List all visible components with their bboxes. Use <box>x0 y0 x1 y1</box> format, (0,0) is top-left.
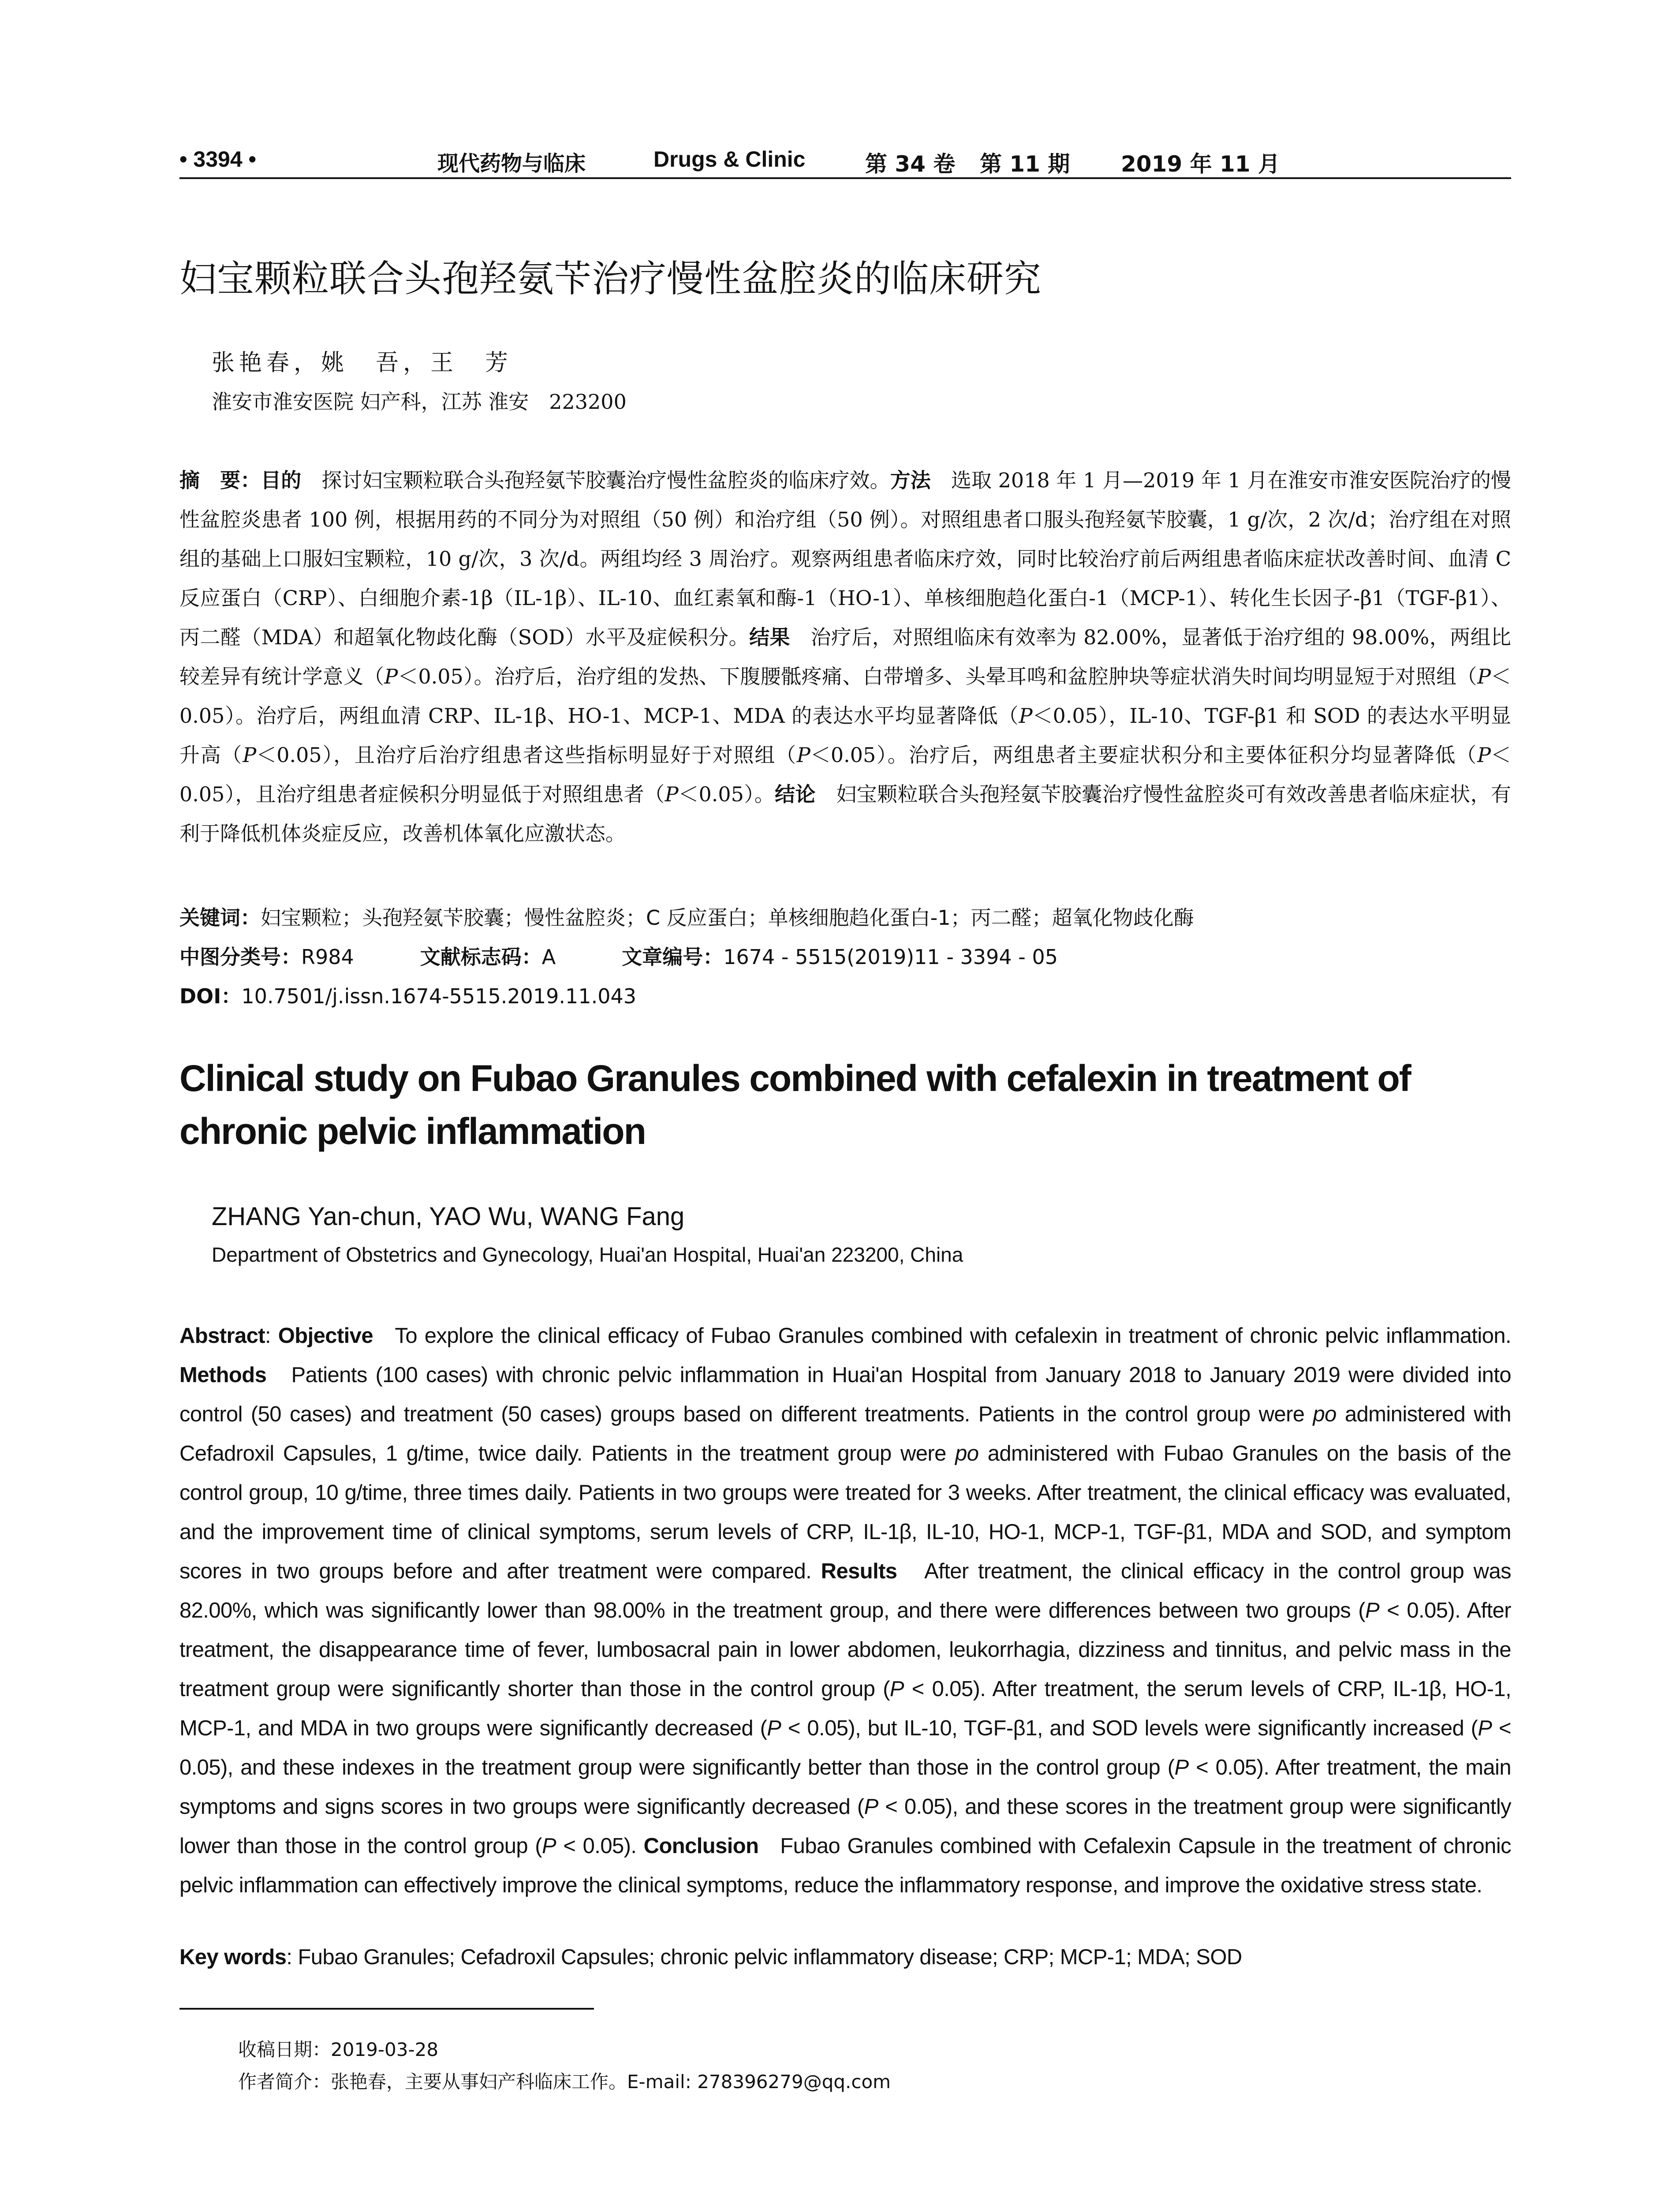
conclusion-label-en: Conclusion <box>643 1834 759 1858</box>
doi-line <box>179 980 1511 1009</box>
footnote-rule <box>179 2008 594 2010</box>
p-symbol: P <box>1478 1716 1492 1740</box>
results-cn-8: ＜0.05）。 <box>678 782 775 806</box>
p-symbol: P <box>243 743 257 767</box>
doc-code: A <box>541 945 556 969</box>
issue-date: 2019 年 11 月 <box>1121 151 1280 177</box>
methods-cn: 选取 2018 年 1 月—2019 年 1 月在淮安市淮安医院治疗的慢性盆腔炎患者 100 例，根据用药的不同分为对照组（50 例）和治疗组（50 例）。对照组患者口服头孢羟氨苄胶囊，1 g/次，2 次/d；治疗组在对照组的基础上口服妇宝颗粒，10 g/次，3 次/d。两组均经 3 周治疗。观察两组患者临床疗效，同时比较治疗前后两组患者临床症状改善时间、血清 C 反应蛋白（CRP）、白细胞介素-1β（IL-1β）、IL-10、血红素氧和酶-1（HO-1）、单核细胞趋化蛋白-1（MCP-1）、转化生长因子-β1（TGF-β1）、丙二醛（MDA）和超氧化物歧化酶（SOD）水平及症候积分。 <box>179 468 1512 649</box>
results-label-en: Results <box>821 1559 897 1583</box>
results-en-6: < 0.05). After treatment, the main symptoms and signs scores in two groups were significantly decreased ( <box>179 1756 1511 1819</box>
conclusion-label-cn: 结论 <box>775 782 816 806</box>
received-label: 收稿日期： <box>238 2039 331 2060</box>
po-abbrev: po <box>1313 1402 1337 1426</box>
keywords-label-en: Key words <box>179 1945 287 1969</box>
results-en-8: < 0.05). <box>563 1834 637 1858</box>
methods-label-cn: 方法 <box>890 468 931 492</box>
keywords-text-cn: 妇宝颗粒；头孢羟氨苄胶囊；慢性盆腔炎；C 反应蛋白；单核细胞趋化蛋白-1；丙二醛；超氧化物歧化酶 <box>261 906 1194 930</box>
results-cn-4: ＜0.05），IL-10、TGF-β1 和 SOD 的表达水平明显升高（ <box>179 704 1512 767</box>
objective-label-en: Objective <box>278 1324 373 1348</box>
author-bio <box>238 2067 891 2094</box>
objective-label-cn: 目的 <box>261 468 302 492</box>
results-en-3: < 0.05). After treatment, the serum levels of CRP, IL-1β, HO-1, MCP-1, and MDA in two groups were significantly decreased ( <box>179 1677 1512 1740</box>
p-symbol: P <box>1477 743 1491 767</box>
doi-label: DOI： <box>179 984 242 1008</box>
p-symbol: P <box>665 782 679 806</box>
keywords-en: Key words: Fubao Granules; Cefadroxil Capsules; chronic pelvic inflammatory disease; CRP; MCP-1; MDA; SOD <box>179 1945 1242 1969</box>
volume: 第 34 卷 <box>865 151 956 177</box>
issue: 第 11 期 <box>980 151 1070 177</box>
keywords-label-cn: 关键词： <box>179 906 261 930</box>
results-en-7: < 0.05), and these scores in the treatment group were significantly lower than those in the control group ( <box>179 1795 1511 1858</box>
conclusion-en: Fubao Granules combined with Cefalexin Capsule in the treatment of chronic pelvic inflammation can effectively improve the clinical symptoms, reduce the inflammatory response, and improve the oxidative stress state. <box>179 1834 1512 1897</box>
p-symbol: P <box>1477 665 1491 688</box>
p-symbol: P <box>889 1677 904 1701</box>
p-symbol: P <box>1019 704 1033 728</box>
running-header <box>179 142 1511 177</box>
p-symbol: P <box>767 1716 781 1740</box>
p-symbol: P <box>384 665 398 688</box>
results-label-cn: 结果 <box>749 625 790 649</box>
p-symbol: P <box>1174 1756 1189 1779</box>
p-symbol: P <box>542 1834 556 1858</box>
bio-text: 张艳春，主要从事妇产科临床工作。E-mail: 278396279@qq.com <box>331 2071 891 2093</box>
p-symbol: P <box>864 1795 878 1819</box>
authors-en: ZHANG Yan-chun, YAO Wu, WANG Fang <box>212 1202 685 1231</box>
abstract-label-en: Abstract <box>179 1324 265 1348</box>
header-rule <box>179 177 1511 179</box>
affiliation-en: Department of Obstetrics and Gynecology, Huai'an Hospital, Huai'an 223200, China <box>212 1243 963 1266</box>
affiliation-cn: 淮安市淮安医院 妇产科，江苏 淮安 223200 <box>212 390 627 414</box>
results-cn-2: ＜0.05）。治疗后，治疗组的发热、下腹腰骶疼痛、白带增多、头晕耳鸣和盆腔肿块等症状消失时间均明显短于对照组（ <box>398 665 1478 688</box>
p-symbol: P <box>796 743 810 767</box>
clc-label: 中图分类号： <box>179 945 301 969</box>
results-cn-1: 治疗后，对照组临床有效率为 82.00%，显著低于治疗组的 98.00%，两组比较差异有统计学意义（ <box>179 625 1512 688</box>
article-no-label: 文章编号： <box>622 945 724 969</box>
abstract-label-cn: 摘 要： <box>179 468 261 492</box>
results-cn-6: ＜0.05）。治疗后，两组患者主要症状积分和主要体征积分均显著降低（ <box>810 743 1478 767</box>
authors-cn: 张艳春，姚 吾，王 芳 <box>212 350 513 376</box>
po-abbrev: po <box>955 1442 979 1465</box>
methods-en-3: administered with Fubao Granules on the basis of the control group, 10 g/time, three times daily. Patients in two groups were treated for 3 weeks. After treatment, the clinical efficacy was evaluated, and the improvement time of clinical symptoms, serum levels of CRP, IL-1β, IL-10, HO-1, MCP-1, TGF-β1, MDA and SOD, and symptom scores in two groups before and after treatment were compared. <box>179 1442 1512 1583</box>
results-en-2: < 0.05). After treatment, the disappearance time of fever, lumbosacral pain in lower abdomen, leukorrhagia, dizziness and tinnitus, and pelvic mass in the treatment group were significantly shorter than those in the control group ( <box>179 1599 1511 1701</box>
clc-code: R984 <box>301 945 354 969</box>
results-cn-5: ＜0.05），且治疗后治疗组患者这些指标明显好于对照组（ <box>256 743 797 767</box>
results-en-5: < 0.05), and these indexes in the treatment group were significantly better than those in the control group ( <box>179 1716 1511 1779</box>
objective-cn: 探讨妇宝颗粒联合头孢羟氨苄胶囊治疗慢性盆腔炎的临床疗效。 <box>321 468 890 492</box>
received-value: 2019-03-28 <box>331 2039 439 2060</box>
results-en-1: After treatment, the clinical efficacy in the control group was 82.00%, which was significantly lower than 98.00% in the treatment group, and there were differences between two groups ( <box>179 1559 1511 1622</box>
results-cn-7: ＜0.05），且治疗组患者症候积分明显低于对照组患者（ <box>179 743 1512 806</box>
p-symbol: P <box>1365 1599 1380 1622</box>
title-en: Clinical study on Fubao Granules combined with cefalexin in treatment of chronic pelvic inflammation <box>179 1058 1411 1152</box>
results-en-4: < 0.05), but IL-10, TGF-β1, and SOD levels were significantly increased ( <box>788 1716 1478 1740</box>
methods-en-2: administered with Cefadroxil Capsules, 1 g/time, twice daily. Patients in the treatment group were <box>179 1402 1511 1465</box>
keywords-cn <box>179 902 1511 931</box>
methods-en-1: Patients (100 cases) with chronic pelvic inflammation in Huai'an Hospital from January 2018 to January 2019 were divided into control (50 cases) and treatment (50 cases) groups based on different treatments. Patients in the control group were <box>179 1363 1512 1426</box>
received-date <box>238 2035 438 2062</box>
classification-line <box>179 941 1511 970</box>
doc-code-label: 文献标志码： <box>420 945 542 969</box>
abstract-cn <box>179 461 1511 853</box>
keywords-text-en: Fubao Granules; Cefadroxil Capsules; chronic pelvic inflammatory disease; CRP; MCP-1; MDA; SOD <box>298 1945 1242 1969</box>
journal-name-en: Drugs & Clinic <box>653 147 806 172</box>
abstract-en: Abstract: Objective To explore the clinical efficacy of Fubao Granules combined with cefalexin in treatment of chronic pelvic inflammation. Methods Patients (100 cases) with chronic pelvic inflammation in Huai'an Hospital from January 2018 to January 2019 were divided into control (50 cases) and treatment (50 cases) groups based on different treatments. Patients in the control group were po administered with Cefadroxil Capsules, 1 g/time, twice daily. Patients in the treatment group were po administered with Fubao Granules on the basis of the control group, 10 g/time, three times daily. Patients in two groups were treated for 3 weeks. After treatment, the clinical efficacy was evaluated, and the improvement time of clinical symptoms, serum levels of CRP, IL-1β, IL-10, HO-1, MCP-1, TGF-β1, MDA and SOD, and symptom scores in two groups before and after treatment were compared. Results After treatment, the clinical efficacy in the control group was 82.00%, which was significantly lower than 98.00% in the treatment group, and there were differences between two groups (P < 0.05). After treatment, the disappearance time of fever, lumbosacral pain in lower abdomen, leukorrhagia, dizziness and tinnitus, and pelvic mass in the treatment group were significantly shorter than those in the control group (P < 0.05). After treatment, the serum levels of CRP, IL-1β, HO-1, MCP-1, and MDA in two groups were significantly decreased (P < 0.05), but IL-10, TGF-β1, and SOD levels were significantly increased (P < 0.05), and these indexes in the treatment group were significantly better than those in the control group (P < 0.05). After treatment, the main symptoms and signs scores in two groups were significantly decreased (P < 0.05), and these scores in the treatment group were significantly lower than those in the control group (P < 0.05). Conclusion Fubao Granules combined with Cefalexin Capsule in the treatment of chronic pelvic inflammation can effectively improve the clinical symptoms, reduce the inflammatory response, and improve the oxidative stress state. <box>179 1324 1512 1897</box>
journal-name-cn: 现代药物与临床 <box>437 151 586 176</box>
conclusion-cn: 妇宝颗粒联合头孢羟氨苄胶囊治疗慢性盆腔炎可有效改善患者临床症状，有利于降低机体炎症反应，改善机体氧化应激状态。 <box>179 782 1512 845</box>
objective-en: To explore the clinical efficacy of Fubao Granules combined with cefalexin in treatment of chronic pelvic inflammation. <box>395 1324 1512 1348</box>
title-cn: 妇宝颗粒联合头孢羟氨苄治疗慢性盆腔炎的临床研究 <box>179 257 1042 300</box>
bio-label: 作者简介： <box>238 2071 331 2093</box>
doi-link[interactable]: 10.7501/j.issn.1674-5515.2019.11.043 <box>241 984 637 1008</box>
results-cn-3: ＜0.05）。治疗后，两组血清 CRP、IL-1β、HO-1、MCP-1、MDA 的表达水平均显著降低（ <box>179 665 1512 728</box>
methods-label-en: Methods <box>179 1363 267 1387</box>
article-no: 1674 - 5515(2019)11 - 3394 - 05 <box>723 945 1058 969</box>
page-number: • 3394 • <box>179 147 257 172</box>
